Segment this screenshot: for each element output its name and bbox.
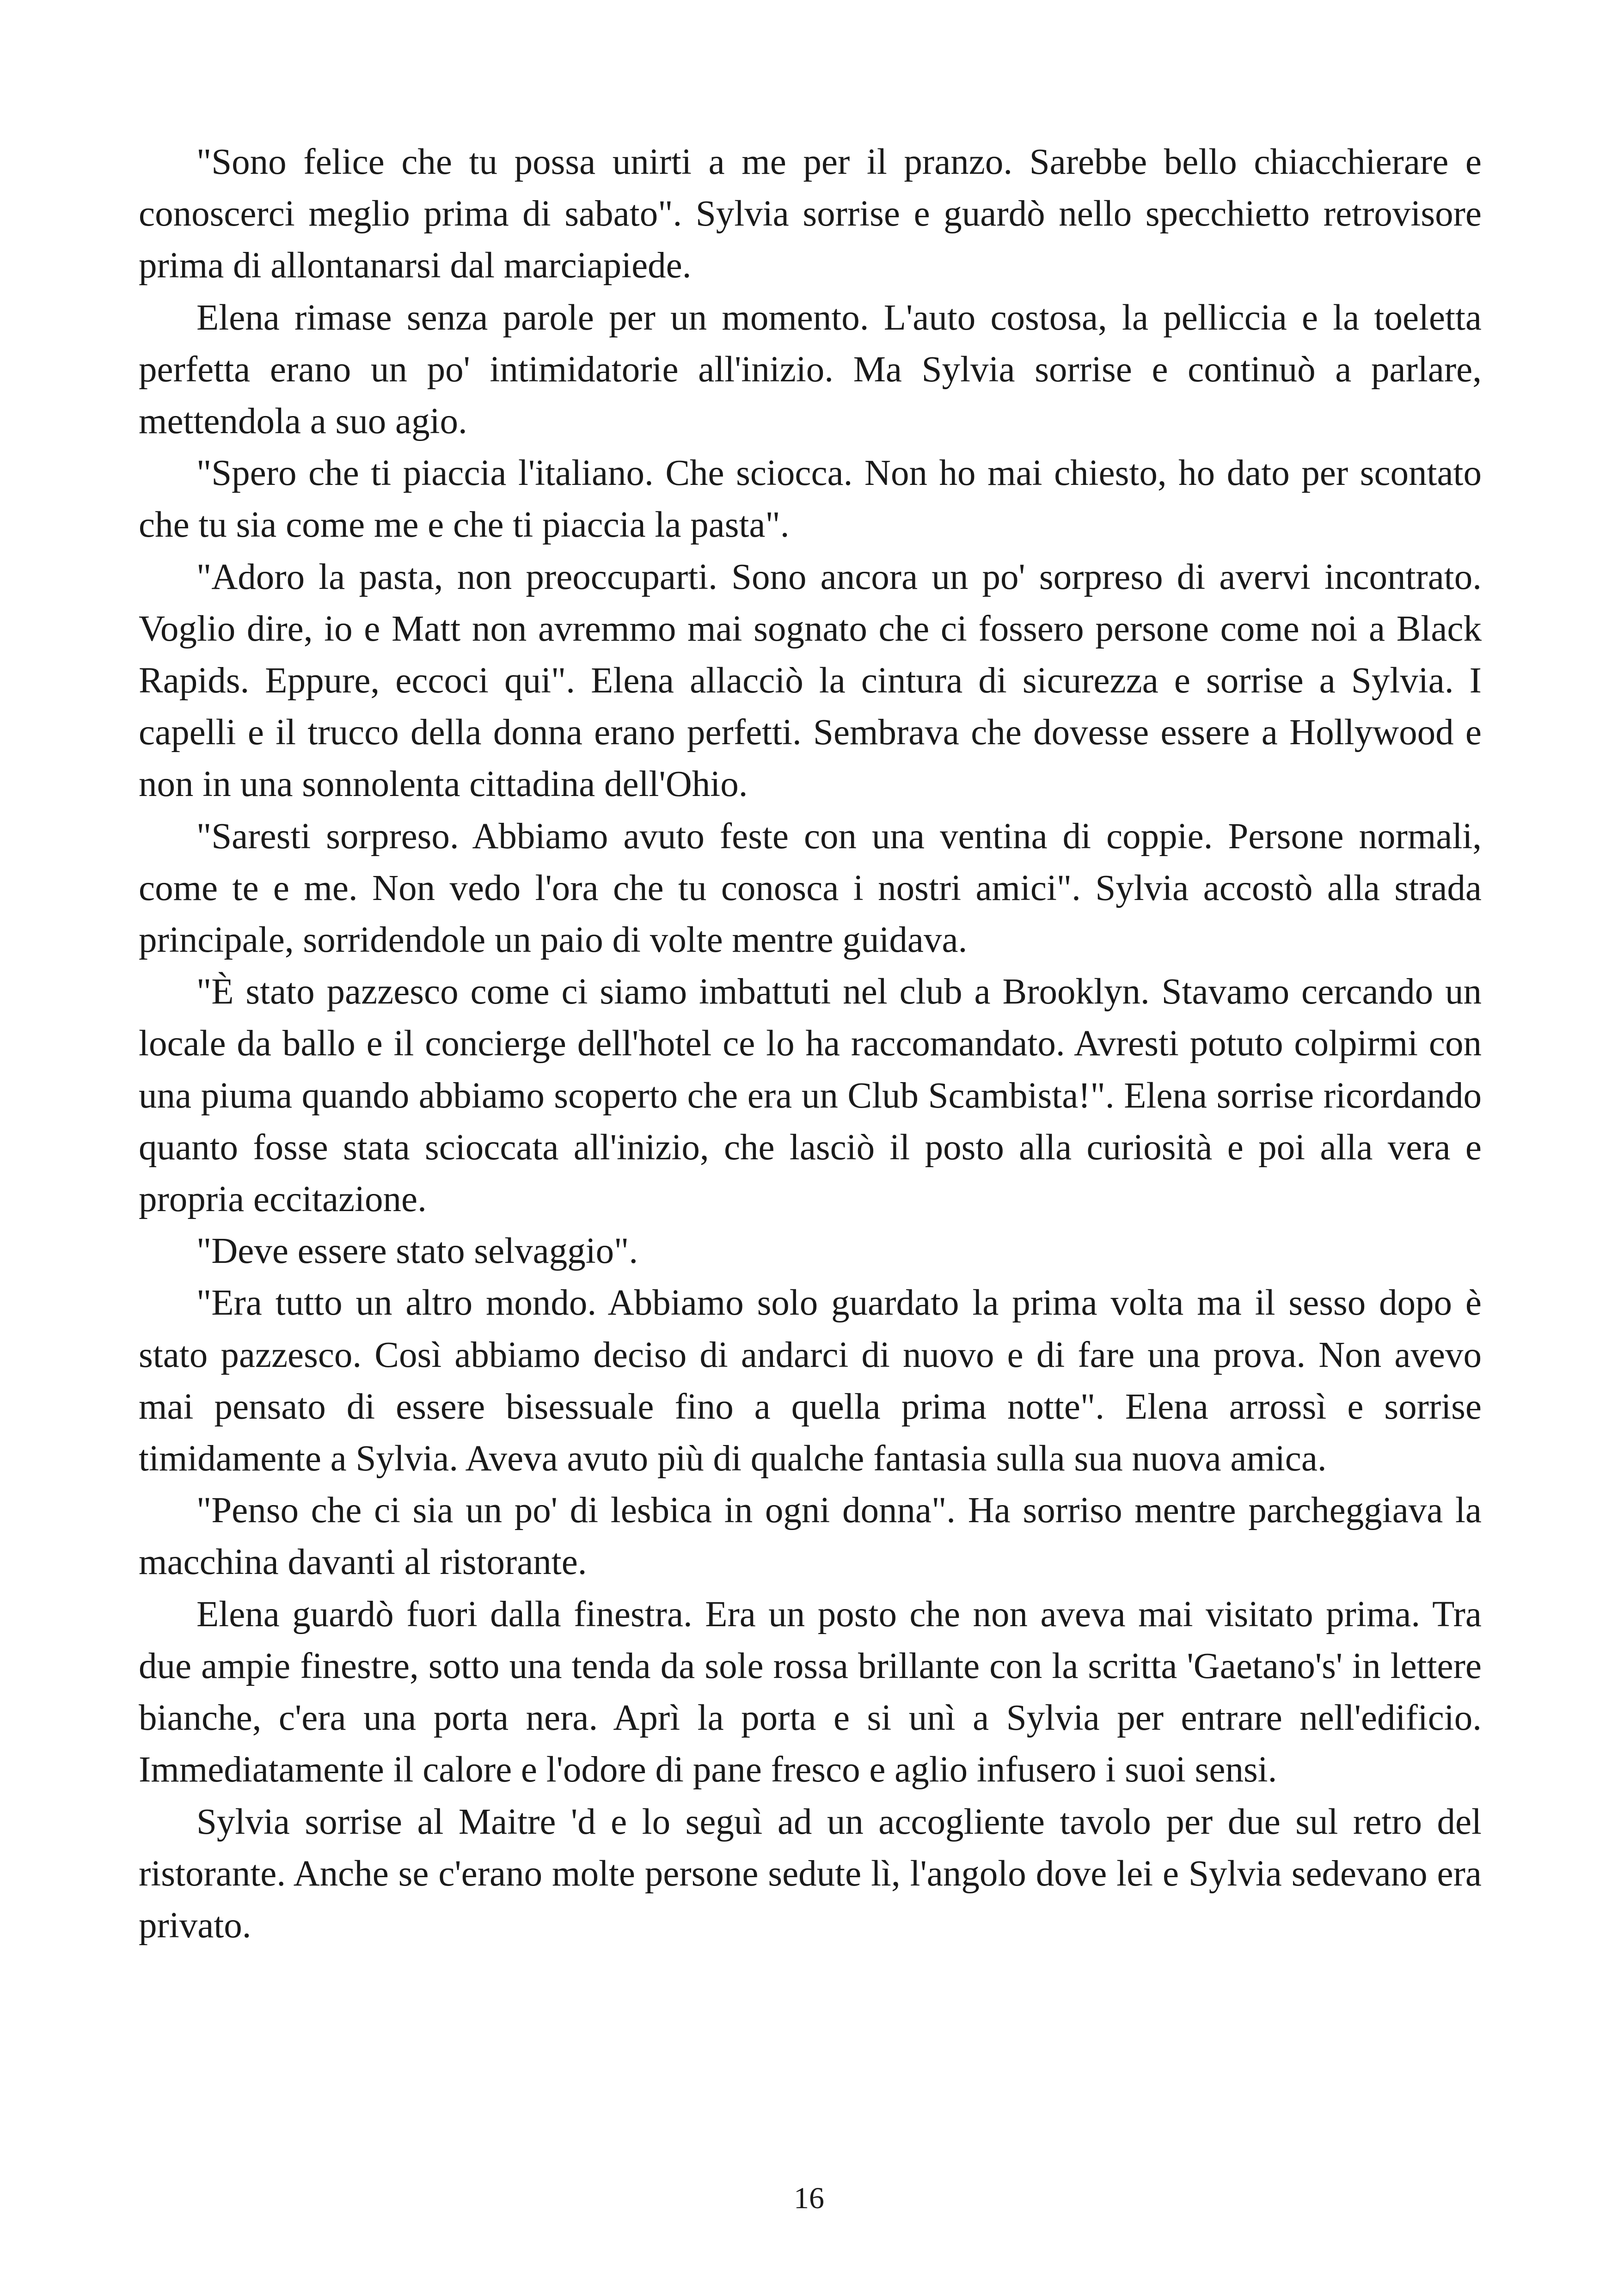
paragraph: "Deve essere stato selvaggio".	[196, 1231, 638, 1272]
paragraph: Sylvia sorrise al Maitre 'd e lo seguì ad un accogliente tavolo per due sul retro del ristorante. Anche se c'erano molte persone sedute lì, l'angolo dove lei e Sylvia sedevano era privato.	[139, 1801, 1482, 1946]
paragraph: Elena guardò fuori dalla finestra. Era un posto che non aveva mai visitato prima. Tra due ampie finestre, sotto una tenda da sole rossa brillante con la scritta 'Gaetano's' in lettere bianche, c'era una porta nera. Aprì la porta e si unì a Sylvia per entrare nell'edificio. Immediatamente il calore e l'odore di pane fresco e aglio infusero i suoi sensi.	[139, 1594, 1482, 1790]
paragraph: "Sono felice che tu possa unirti a me per il pranzo. Sarebbe bello chiacchierare e conoscerci meglio prima di sabato". Sylvia sorrise e guardò nello specchietto retrovisore prima di allontanarsi dal marciapiede.	[139, 142, 1482, 286]
paragraph: Elena rimase senza parole per un momento. L'auto costosa, la pelliccia e la toeletta perfetta erano un po' intimidatorie all'inizio. Ma Sylvia sorrise e continuò a parlare, mettendola a suo agio.	[139, 297, 1482, 442]
paragraph: "Adoro la pasta, non preoccuparti. Sono ancora un po' sorpreso di avervi incontrato. Voglio dire, io e Matt non avremmo mai sognato che ci fossero persone come noi a Black Rapids. Eppure, eccoci qui". Elena allacciò la cintura di sicurezza e sorrise a Sylvia. I capelli e il trucco della donna erano perfetti. Sembrava che dovesse essere a Hollywood e non in una sonnolenta cittadina dell'Ohio.	[139, 557, 1482, 805]
paragraph: "Saresti sorpreso. Abbiamo avuto feste con una ventina di coppie. Persone normali, come te e me. Non vedo l'ora che tu conosca i nostri amici". Sylvia accostò alla strada principale, sorridendole un paio di volte mentre guidava.	[139, 816, 1482, 961]
page-number: 16	[794, 2181, 824, 2215]
paragraph: "Era tutto un altro mondo. Abbiamo solo guardato la prima volta ma il sesso dopo è stato pazzesco. Così abbiamo deciso di andarci di nuovo e di fare una prova. Non avevo mai pensato di essere bisessuale fino a quella prima notte". Elena arrossì e sorrise timidamente a Sylvia. Aveva avuto più di qualche fantasia sulla sua nuova amica.	[139, 1283, 1482, 1479]
paragraph: "Penso che ci sia un po' di lesbica in ogni donna". Ha sorriso mentre parcheggiava la macchina davanti al ristorante.	[139, 1490, 1482, 1583]
paragraph: "È stato pazzesco come ci siamo imbattuti nel club a Brooklyn. Stavamo cercando un locale da ballo e il concierge dell'hotel ce lo ha raccomandato. Avresti potuto colpirmi con una piuma quando abbiamo scoperto che era un Club Scambista!". Elena sorrise ricordando quanto fosse stata scioccata all'inizio, che lasciò il posto alla curiosità e poi alla vera e propria eccitazione.	[139, 972, 1482, 1220]
page-body	[139, 136, 1482, 1952]
paragraph: "Spero che ti piaccia l'italiano. Che sciocca. Non ho mai chiesto, ho dato per scontato che tu sia come me e che ti piaccia la pasta".	[139, 453, 1482, 545]
